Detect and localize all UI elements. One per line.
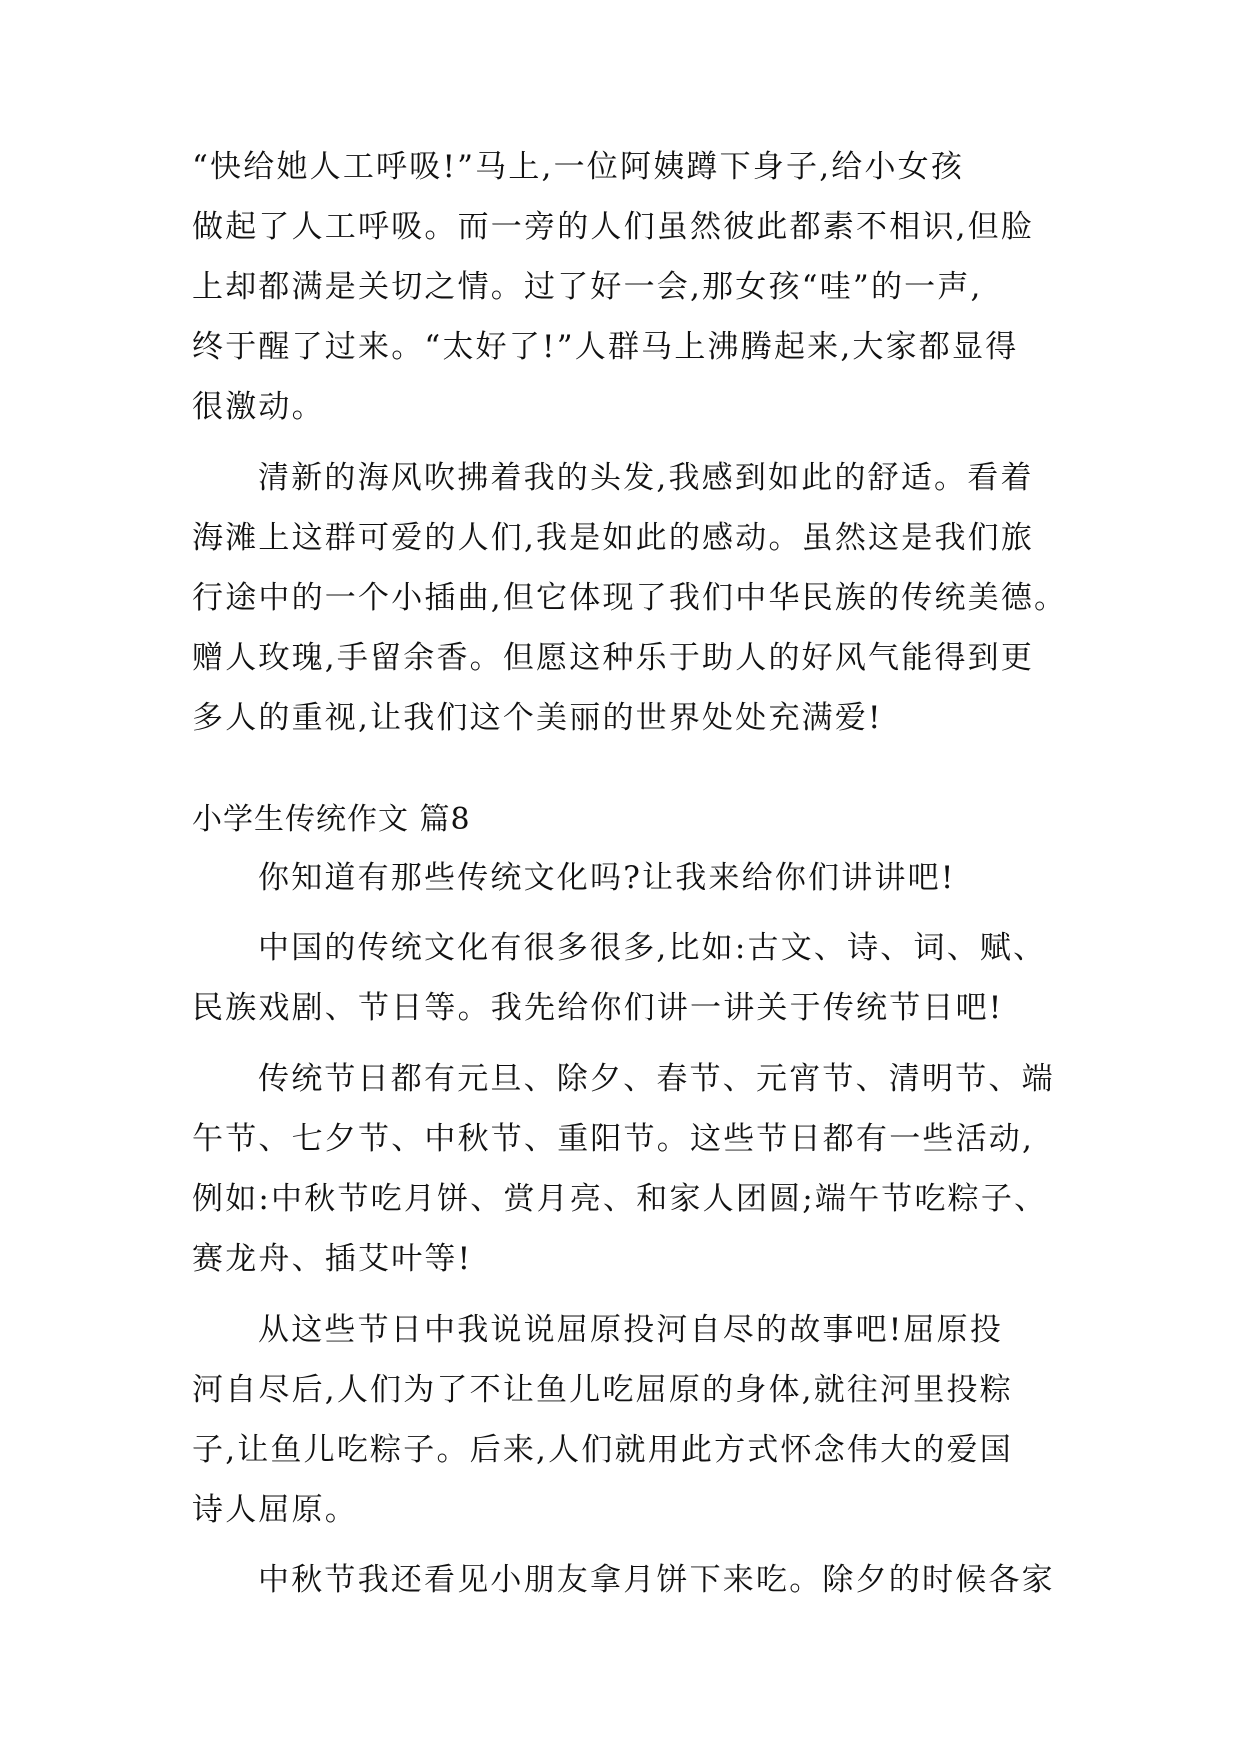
text-line: 终于醒了过来。“太好了!”人群马上沸腾起来,大家都显得	[192, 329, 1019, 365]
text-line: 从这些节日中我说说屈原投河自尽的故事吧!屈原投	[258, 1312, 1004, 1348]
text-line: 赠人玫瑰,手留余香。但愿这种乐于助人的好风气能得到更	[192, 640, 1035, 676]
text-line: 中国的传统文化有很多很多,比如:古文、诗、词、赋、	[258, 930, 1047, 966]
text-line: 午节、七夕节、中秋节、重阳节。这些节日都有一些活动,	[192, 1121, 1035, 1157]
text-line: 民族戏剧、节日等。我先给你们讲一讲关于传统节日吧!	[192, 990, 1004, 1026]
section-title: 小学生传统作文 篇8	[192, 802, 471, 837]
text-line: 清新的海风吹拂着我的头发,我感到如此的舒适。看着	[258, 460, 1034, 496]
text-line: 赛龙舟、插艾叶等!	[192, 1241, 473, 1277]
text-line: 做起了人工呼吸。而一旁的人们虽然彼此都素不相识,但脸	[192, 209, 1035, 245]
text-line: 传统节日都有元旦、除夕、春节、元宵节、清明节、端	[258, 1061, 1055, 1097]
text-line: 你知道有那些传统文化吗?让我来给你们讲讲吧!	[258, 860, 956, 896]
text-line: 中秋节我还看见小朋友拿月饼下来吃。除夕的时候各家	[258, 1562, 1055, 1598]
text-line: 很激动。	[192, 389, 325, 425]
text-line: 海滩上这群可爱的人们,我是如此的感动。虽然这是我们旅	[192, 520, 1035, 556]
text-line: 子,让鱼儿吃粽子。后来,人们就用此方式怀念伟大的爱国	[192, 1432, 1013, 1468]
text-line: 行途中的一个小插曲,但它体现了我们中华民族的传统美德。	[192, 580, 1068, 616]
text-line: 例如:中秋节吃月饼、赏月亮、和家人团圆;端午节吃粽子、	[192, 1181, 1048, 1217]
text-line: 上却都满是关切之情。过了好一会,那女孩“哇”的一声,	[192, 269, 983, 305]
text-line: “快给她人工呼吸!”马上,一位阿姨蹲下身子,给小女孩	[192, 149, 965, 185]
text-line: 诗人屈原。	[192, 1492, 358, 1528]
text-line: 多人的重视,让我们这个美丽的世界处处充满爱!	[192, 700, 883, 736]
text-line: 河自尽后,人们为了不让鱼儿吃屈原的身体,就往河里投粽	[192, 1372, 1013, 1408]
